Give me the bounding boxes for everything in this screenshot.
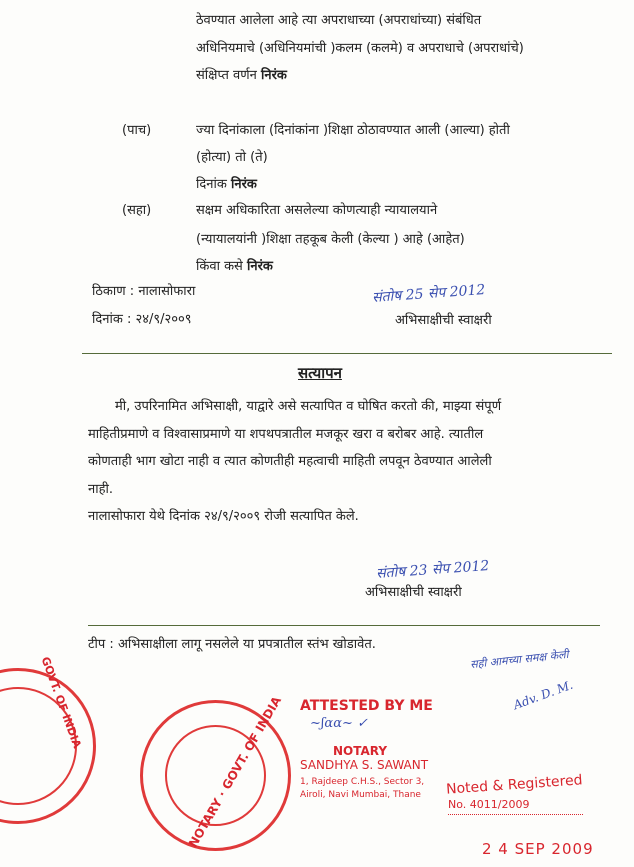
- place: ठिकाण : नालासोफारा: [92, 284, 196, 299]
- notary-seal: [140, 694, 291, 851]
- s4-label: संक्षिप्त वर्णन: [196, 68, 257, 83]
- s6-line1: सक्षम अधिकारिता असलेल्या कोणत्याही न्यायालयाने: [196, 203, 438, 218]
- divider: [82, 353, 612, 354]
- s5-label: दिनांक: [196, 177, 227, 192]
- notary-address-1: 1, Rajdeep C.H.S., Sector 3,: [300, 777, 425, 787]
- signature-1: संतोष 25 सेप 2012: [371, 282, 486, 306]
- notary-seal-text: NOTARY · GOVT. OF INDIA: [185, 694, 284, 850]
- verification-p5: नालासोफारा येथे दिनांक २४/९/२००९ रोजी सत्यापित केले.: [88, 509, 359, 524]
- s4-line2: अधिनियमाचे (अधिनियमांची )कलम (कलमे) व अपराधाचे (अपराधांचे): [196, 41, 524, 56]
- s6-line2: (न्यायालयांनी )शिक्षा तहकूब केली (केल्या ) आहे (आहेत): [196, 232, 465, 247]
- seal-left-text: GOVT. OF INDIA: [38, 655, 84, 750]
- notary-signature: ~ʃɑɑ~ ✓: [310, 716, 368, 731]
- s4-value: निरंक: [261, 68, 287, 83]
- handwritten-sign: Adv. D. M.: [511, 677, 575, 713]
- s5-line1: ज्या दिनांकाला (दिनांकांना )शिक्षा ठोठावण्यात आली (आल्या) होती: [196, 123, 510, 138]
- s6-marker: (सहा): [122, 203, 152, 218]
- note: टीप : अभिसाक्षीला लागू नसलेले या प्रपत्रातील स्तंभ खोडावेत.: [88, 637, 376, 652]
- s5-marker: (पाच): [122, 123, 152, 138]
- s6-label: किंवा कसे: [196, 259, 243, 274]
- notary-address-2: Airoli, Navi Mumbai, Thane: [300, 790, 421, 800]
- noted-registered: Noted & Registered: [445, 772, 584, 798]
- verification-p4: नाही.: [88, 482, 113, 497]
- signature-2: संतोष 23 सेप 2012: [375, 558, 490, 582]
- signature-label-1: अभिसाक्षीची स्वाक्षरी: [395, 313, 492, 328]
- s4-line1: ठेवण्यात आलेला आहे त्या अपराधाच्या (अपराधांच्या) संबंधित: [196, 13, 482, 28]
- date: दिनांक : २४/९/२००९: [92, 312, 192, 327]
- s5-line3: [196, 176, 257, 194]
- seal-left: [0, 655, 96, 824]
- divider-2: [88, 625, 600, 626]
- s5-line2: (होत्या) तो (ते): [196, 150, 268, 165]
- verification-p2: माहितीप्रमाणे व विश्वासाप्रमाणे या शपथपत्रातील मजकूर खरा व बरोबर आहे. त्यातील: [88, 427, 484, 442]
- handwritten-note: सही आमच्या समक्ष केली: [469, 647, 570, 672]
- attested-stamp: ATTESTED BY ME: [300, 698, 433, 714]
- registration-no: No. 4011/2009: [448, 796, 583, 815]
- notary-name: SANDHYA S. SAWANT: [300, 758, 429, 772]
- verification-p1: मी, उपरिनामित अभिसाक्षी, याद्वारे असे सत्यापित व घोषित करतो की, माझ्या संपूर्ण: [115, 399, 502, 414]
- s6-value: निरंक: [247, 259, 273, 274]
- s4-line3: [196, 67, 287, 85]
- s6-line3: [196, 258, 273, 276]
- s5-value: निरंक: [230, 177, 257, 192]
- verification-p3: कोणताही भाग खोटा नाही व त्यात कोणतीही महत्वाची माहिती लपवून ठेवण्यात आलेली: [88, 454, 492, 469]
- date-stamp: 2 4 SEP 2009: [482, 840, 594, 858]
- verification-title: सत्यापन: [298, 364, 342, 382]
- notary-label: NOTARY: [333, 744, 388, 758]
- signature-label-2: अभिसाक्षीची स्वाक्षरी: [365, 585, 462, 600]
